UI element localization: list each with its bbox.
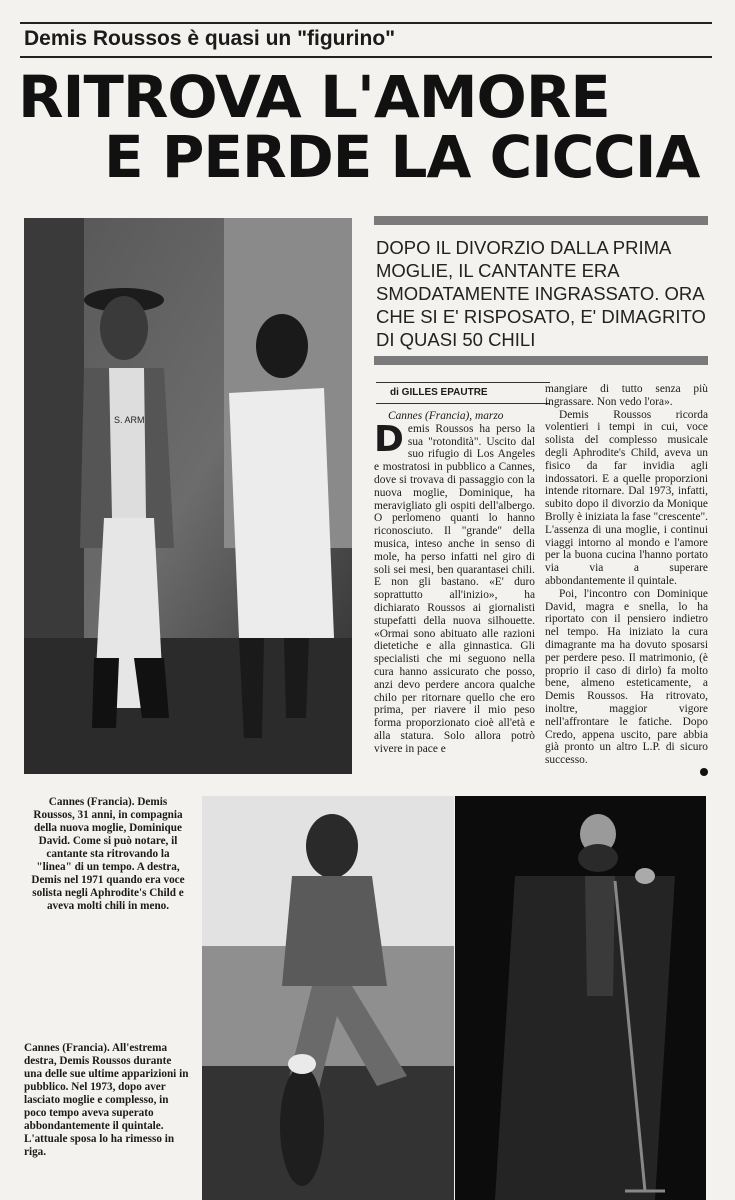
- headline-line-2: E PERDE LA CICCIA: [104, 123, 700, 191]
- article-body-2a: mangiare di tutto senza più ingrassare. Non vedo l'ora».: [545, 383, 708, 408]
- caption-2: Cannes (Francia). All'estrema destra, Demis Roussos durante una delle sue ultime apparizioni in pubblico. Nel 1973, dopo aver lasciato moglie e complesso, in poco tempo aveva superato abbondantemente il quintale. L'attuale sposa lo ha rimesso in riga.: [24, 1042, 189, 1158]
- end-mark: [700, 768, 708, 776]
- article-body-1: [374, 418, 535, 756]
- byline: di GILLES EPAUTRE: [376, 382, 550, 404]
- deck: DOPO IL DIVORZIO DALLA PRIMA MOGLIE, IL CANTANTE ERA SMODATAMENTE INGRASSATO. ORA CHE SI E' RISPOSATO, E' DIMAGRITO DI QUASI 50 CHILI: [376, 237, 706, 350]
- photo-1971-image: [202, 796, 454, 1200]
- deck-bar-bottom: [374, 356, 708, 365]
- photo-stage: [455, 796, 706, 1200]
- tshirt-print: S. ARM: [114, 415, 145, 425]
- photo-couple-image: [24, 218, 352, 774]
- article-text-1: emis Roussos ha perso la sua "rotondità". Uscito dal suo rifugio di Los Angeles e mostratosi in pubblico a Cannes, dove si trovava di passaggio con la nuova moglie, Dominique, ha meravigliato gli ospiti dell'albergo. O perlomeno quanti lo hanno riconosciuto. Il "grande" della musica, inteso anche in senso di mole, ha perso infatti nel giro di soli sei mesi, ben quarantasei chili. E non gli bastano. «E' duro soprattutto all'inizio», ha dichiarato Roussos ai giornalisti stupefatti della nuova silhouette. «Ormai sono abituato alle razioni dietetiche e alla ginnastica. Gli specialisti che mi seguono nella cura hanno assicurato che posso, anzi devo perdere ancora qualche chilo per ritornare quello che ero prima, per riavere il mio peso forma proporzionato cioè all'età e alla statura. Solo allora potrò vivere in pace e: [374, 422, 535, 755]
- caption-1: Cannes (Francia). Demis Roussos, 31 anni, in compagnia della nuova moglie, Dominique David. Come si può notare, il cantante sta ritrovando la "linea" di un tempo. A destra, Demis nel 1971 quando era voce solista negli Aphrodite's Child e aveva molti chili in meno.: [31, 796, 185, 912]
- article-column-1: [374, 410, 535, 756]
- deck-bar-top: [374, 216, 708, 225]
- article-column-2: [545, 383, 708, 776]
- article-body-2c: Poi, l'incontro con Dominique David, magra e snella, lo ha riportato con il pensiero indietro nel tempo. Ha iniziato la cura dimagrante ma ha dovuto sposarsi per perdere peso. Il matrimonio, (è proprio il caso di dirlo) fa molto bene, almeno esteticamente, a Demis Roussos. Ha ritrovato, inoltre, maggior vigore nell'affrontare le fatiche. Dopo Credo, appena uscito, pare abbia già pronto un altro L.P. di sicuro successo.: [545, 587, 708, 767]
- photo-stage-image: [455, 796, 706, 1200]
- article-body-2b: Demis Roussos ricorda volentieri i tempi in cui, voce solista del complesso musicale degli Aphrodite's Child, aveva un fisico da far invidia agli indossatori. E a quelle proporzioni intende ritornare. Dal 1973, infatti, subito dopo il divorzio da Monique Brolly è iniziata la fase "crescente". L'assenza di una moglie, i continui viaggi intorno al mondo e l'amore per la buona cucina l'hanno portato via via a superare abbondantemente il quintale.: [545, 408, 708, 587]
- photo-couple: [24, 218, 352, 774]
- kicker: Demis Roussos è quasi un "figurino": [20, 22, 712, 58]
- photo-1971: [202, 796, 454, 1200]
- dateline-paragraph: [374, 410, 535, 423]
- dateline: Cannes (Francia), marzo: [388, 410, 504, 422]
- dropcap: D: [374, 418, 404, 460]
- headline-line-1: RITROVA L'AMORE: [18, 63, 610, 131]
